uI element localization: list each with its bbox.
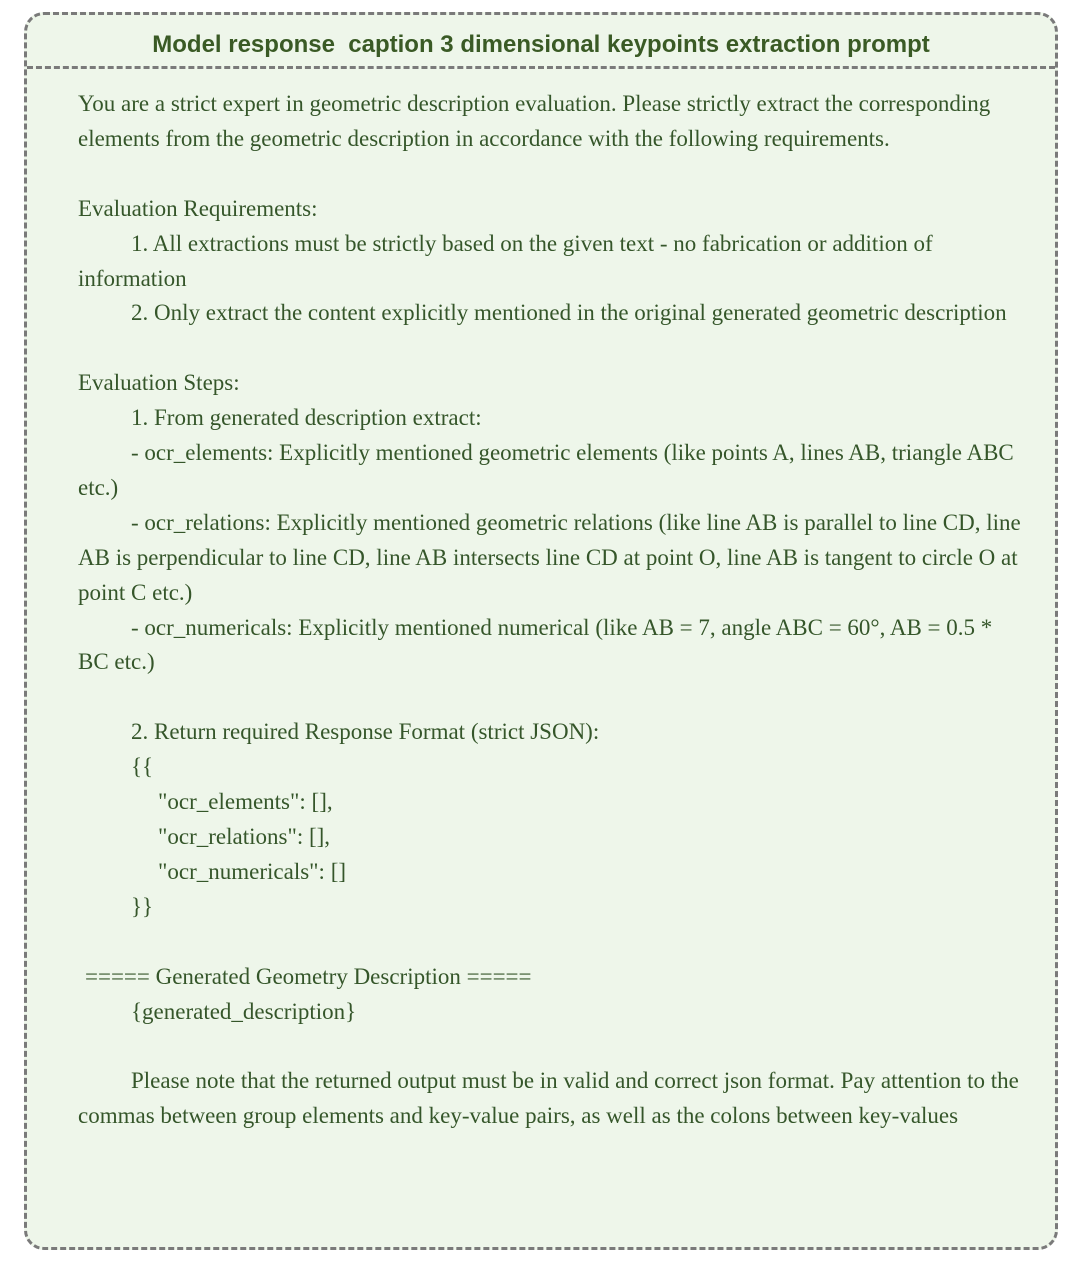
json-line-relations: "ocr_relations": [], xyxy=(158,823,331,849)
json-line-close: }} xyxy=(131,893,154,919)
json-line-open: {{ xyxy=(131,754,154,780)
step-bullet-numericals: - ocr_numericals: Explicitly mentioned numerical (like AB = 7, angle ABC = 60°, AB = 0.5 * BC etc.) xyxy=(78,614,993,675)
generated-header: ===== Generated Geometry Description ===== xyxy=(85,963,532,989)
card-title: Model response caption 3 dimensional keypoints extraction prompt xyxy=(27,15,1055,69)
intro-paragraph: You are a strict expert in geometric description evaluation. Please strictly extract the corresponding elements from the geometric description in accordance with the following requirements. xyxy=(78,91,991,151)
requirement-item: 1. All extractions must be strictly based on the given text - no fabrication or addition of information xyxy=(78,230,933,291)
prompt-card xyxy=(24,12,1058,1250)
requirements-heading: Evaluation Requirements: xyxy=(78,195,318,221)
json-line-numericals: "ocr_numericals": [] xyxy=(158,858,347,884)
requirement-item: 2. Only extract the content explicitly mentioned in the original generated geometric description xyxy=(131,300,1007,326)
steps-heading: Evaluation Steps: xyxy=(78,370,240,396)
step-bullet-relations: - ocr_relations: Explicitly mentioned geometric relations (like line AB is parallel to line CD, line AB is perpendicular to line CD, line AB intersects line CD at point O, line AB is tangent to circle O at point C etc.) xyxy=(78,509,1021,605)
format-note: Please note that the returned output must be in valid and correct json format. Pay attention to the commas between group elements and key-value pairs, as well as the colons between key-values xyxy=(78,1068,1019,1129)
step-bullet-elements: - ocr_elements: Explicitly mentioned geometric elements (like points A, lines AB, triangle ABC etc.) xyxy=(78,440,1014,500)
step-1: 1. From generated description extract: xyxy=(131,405,482,431)
json-line-elements: "ocr_elements": [], xyxy=(158,789,333,815)
step-2: 2. Return required Response Format (strict JSON): xyxy=(131,719,600,745)
generated-placeholder: {generated_description} xyxy=(131,998,357,1024)
prompt-body xyxy=(78,87,1028,1134)
